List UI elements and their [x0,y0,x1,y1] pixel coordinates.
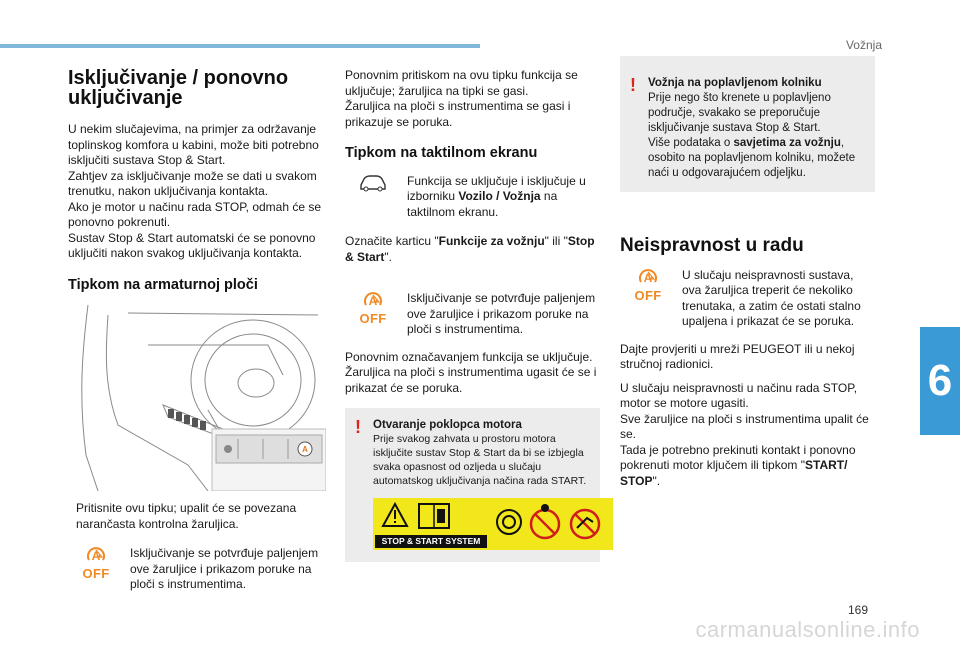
chapter-tab: 6 [920,327,960,435]
aoff-row-1: A OFF Isključivanje se potvrđuje paljenjem ove žaruljice i prikazom poruke na ploči s instrumentima. [68,546,326,593]
section-header: Vožnja [845,38,882,52]
watermark: carmanualsonline.info [695,617,920,642]
car-icon [355,174,391,197]
subtitle-dashboard-button: Tipkom na armaturnoj ploči [68,276,258,293]
reselect-paragraph: Ponovnim označavanjem funkcija se uključuje. Žaruljica na ploči s instrumentima ugasit će se i prikazat će se poruka. [345,349,597,395]
column-1 [68,58,326,605]
subtitle-touchscreen: Tipkom na taktilnom ekranu [345,145,538,161]
aoff-row-2: A OFF Isključivanje se potvrđuje paljenjem ove žaruljice i prikazom poruke na ploči s instrumentima. [345,291,600,338]
exclamation-icon: ! [630,75,636,95]
section-title-malfunction: Neispravnost u radu [620,235,804,256]
bullet-press-button: Pritisnite ovu tipku; upalit će se povezana narančasta kontrolna žaruljica. [76,501,297,531]
page-number: 169 [847,603,868,617]
section-title-disable: Isključivanje / ponovno uključivanje [68,67,289,109]
aoff-row-3: A OFF U slučaju neispravnosti sustava, ova žaruljica treperit će nekoliko trenutaka, a zatim će ostati stalno upaljena i prikazat će se poruka. [620,268,875,330]
a-off-warning-icon: A OFF [634,270,662,303]
column-3 [620,58,875,497]
exclamation-icon: ! [355,417,361,437]
a-off-warning-icon: A OFF [359,294,387,326]
dashboard-illustration [68,305,326,491]
svg-text:A: A [302,445,308,454]
reenable-paragraph: Ponovnim pritiskom na ovu tipku funkcija se uključuje; žaruljica na tipki se gasi. Žaruljica na ploči s instrumentima se gasi i prikazuje se poruka. [345,68,578,129]
dealer-paragraph: Dajte provjeriti u mreži PEUGEOT ili u nekoj stručnoj radionici. [620,341,855,371]
dashboard-drawing [68,305,326,491]
select-tab-paragraph: Označite karticu "Funkcije za vožnju" ili "Stop & Start". [345,234,595,264]
a-off-warning-icon: A OFF [82,549,110,581]
top-accent-bar [0,44,480,48]
column-2 [345,58,600,562]
intro-paragraph: U nekim slučajevima, na primjer za održavanje toplinskog komfora u kabini, može biti potrebno isključiti sustava Stop & Start. Zahtjev za isključivanje može se dati u svakom trenutku, nakon uključivanja kontakta. Ako je motor u načinu rada STOP, odmah će se ponovno pokrenuti. Sustav Stop & Start automatski će se ponovno uključiti nakon svakog uključivanja kontakta. [68,122,322,260]
stop-mode-fault-paragraph: U slučaju neispravnosti u načinu rada STOP, motor se motore ugasiti. Sve žaruljice na ploči s instrumentima upalit će se. Tada je potrebno prekinuti kontakt i ponovno pokrenuti motor ključem ili tipkom "START/ STOP". [620,380,869,488]
car-menu-row: Funkcija se uključuje i isključuje u izborniku Vozilo / Vožnja na taktilnom ekranu. [345,174,600,221]
bonnet-warning-box: ! Otvaranje poklopca motora Prije svakog zahvata u prostoru motora isključite sustav Stop & Start da bi se izbjegla svaka opasnost od ozljeda u slučaju automatskog uključivanja načina rada START. STOP & START SYSTEM [345,408,600,562]
stop-start-sticker: STOP & START SYSTEM [373,498,613,550]
flooded-road-warning-box: ! Vožnja na poplavljenom kolniku Prije nego što krenete u poplavljeno područje, svakako se preporučuje isključivanje sustava Stop & Start. Više podataka o savjetima za vožnju, osobito na poplavljenom kolniku, možete naći u odgovarajućem odjeljku. [620,56,875,192]
